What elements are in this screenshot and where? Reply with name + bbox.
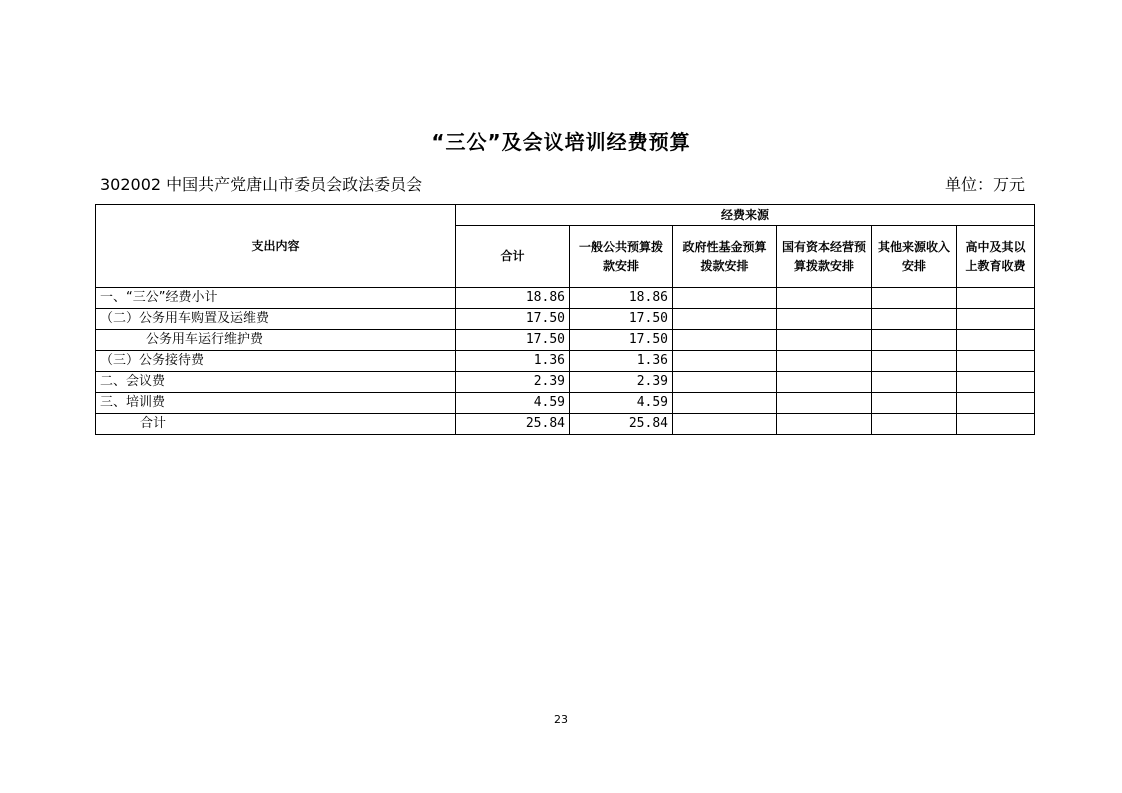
row-label: 二、会议费 [96, 372, 456, 393]
cell-total: 1.36 [456, 351, 570, 372]
table-row-total [96, 414, 1035, 435]
header-gov-fund: 政府性基金预算拨款安排 [673, 226, 777, 288]
header-general-budget: 一般公共预算拨款安排 [570, 226, 673, 288]
cell-state-capital [777, 288, 872, 309]
cell-total: 17.50 [456, 309, 570, 330]
cell-gov-fund [673, 330, 777, 351]
table-row [96, 351, 1035, 372]
table-row [96, 309, 1035, 330]
header-total: 合计 [456, 226, 570, 288]
table-row [96, 330, 1035, 351]
cell-education-fees [957, 351, 1035, 372]
cell-education-fees [957, 414, 1035, 435]
row-label: 合计 [96, 414, 456, 435]
page-number: 23 [554, 713, 568, 726]
cell-education-fees [957, 309, 1035, 330]
cell-education-fees [957, 372, 1035, 393]
cell-state-capital [777, 372, 872, 393]
row-label: （三）公务接待费 [96, 351, 456, 372]
cell-gov-fund [673, 288, 777, 309]
header-funding-source: 经费来源 [456, 205, 1035, 226]
cell-total: 17.50 [456, 330, 570, 351]
cell-education-fees [957, 330, 1035, 351]
cell-other-income [872, 288, 957, 309]
table-row [96, 372, 1035, 393]
cell-other-income [872, 372, 957, 393]
cell-total: 4.59 [456, 393, 570, 414]
cell-general-budget: 18.86 [570, 288, 673, 309]
header-state-capital: 国有资本经营预算拨款安排 [777, 226, 872, 288]
cell-other-income [872, 393, 957, 414]
cell-state-capital [777, 309, 872, 330]
header-expenditure-item: 支出内容 [96, 205, 456, 288]
table-row [96, 393, 1035, 414]
organization-line: 302002 中国共产党唐山市委员会政法委员会 [100, 175, 423, 194]
cell-total: 2.39 [456, 372, 570, 393]
cell-gov-fund [673, 309, 777, 330]
page-title: “三公”及会议培训经费预算 [431, 130, 691, 154]
cell-other-income [872, 351, 957, 372]
cell-general-budget: 17.50 [570, 330, 673, 351]
cell-general-budget: 4.59 [570, 393, 673, 414]
cell-general-budget: 2.39 [570, 372, 673, 393]
cell-general-budget: 25.84 [570, 414, 673, 435]
unit-label: 单位：万元 [944, 175, 1025, 194]
row-label: 一、“三公”经费小计 [96, 288, 456, 309]
header-other-income: 其他来源收入安排 [872, 226, 957, 288]
cell-general-budget: 1.36 [570, 351, 673, 372]
cell-other-income [872, 309, 957, 330]
cell-other-income [872, 330, 957, 351]
cell-gov-fund [673, 393, 777, 414]
table-row [96, 288, 1035, 309]
cell-general-budget: 17.50 [570, 309, 673, 330]
cell-total: 25.84 [456, 414, 570, 435]
cell-education-fees [957, 393, 1035, 414]
cell-education-fees [957, 288, 1035, 309]
cell-state-capital [777, 393, 872, 414]
cell-gov-fund [673, 414, 777, 435]
cell-state-capital [777, 330, 872, 351]
cell-state-capital [777, 351, 872, 372]
budget-table [95, 204, 1035, 435]
cell-total: 18.86 [456, 288, 570, 309]
cell-gov-fund [673, 351, 777, 372]
cell-state-capital [777, 414, 872, 435]
row-label: 公务用车运行维护费 [96, 330, 456, 351]
row-label: 三、培训费 [96, 393, 456, 414]
row-label: （二）公务用车购置及运维费 [96, 309, 456, 330]
cell-other-income [872, 414, 957, 435]
cell-gov-fund [673, 372, 777, 393]
header-education-fees: 高中及其以上教育收费 [957, 226, 1035, 288]
